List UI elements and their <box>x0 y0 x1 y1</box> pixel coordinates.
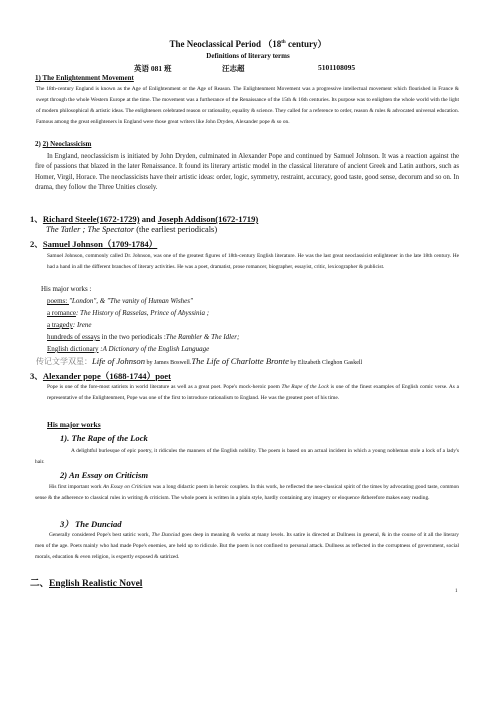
heading-neoclassicism: 2) 2) Neoclassicism <box>35 140 92 148</box>
periodical-note: (the earliest periodicals) <box>134 225 218 234</box>
pope-text: is one of the finest examples of English comic verse. As a representative of the Enlightenment, Pope was one of the first to introduce rationalism to England. He was the greatest poet of his time. <box>47 384 460 401</box>
work-label: a tragedy <box>47 321 73 329</box>
work-note: in the two periodicals : <box>99 333 166 341</box>
work-label: English dictionary <box>47 345 99 353</box>
work-label: a romance <box>47 309 76 317</box>
heading-number: 3、 <box>30 371 43 381</box>
title-text: The Neoclassical Period （18 <box>169 39 282 49</box>
dunciad-text: Generally considered Pope's best satiric work, <box>49 532 152 538</box>
dunciad-text-title: The Dunciad <box>151 532 180 538</box>
heading-pope <box>30 370 171 382</box>
heading-neoclassicism-text: 2) Neoclassicism <box>42 140 92 148</box>
paragraph-pope <box>47 382 459 404</box>
student-name: 汪志超 <box>222 64 245 73</box>
pope-name: Alexander pope（1688-1744） <box>42 371 156 381</box>
paragraph-rape-of-the-lock: A delightful burlesque of epic poetry, it ridicules the manners of the English nobility. The poem is based on an actual incident in which a young nobleman stole a lock of a lady's hair. <box>35 448 459 465</box>
and-text: and <box>139 214 158 224</box>
pope-text: Pope is one of the fore-most satirists in world literature as well as a great poet. Pope's mock-heroic poem <box>47 384 282 390</box>
periodical-titles: The Tatler ; The Spectator <box>46 225 135 234</box>
periodicals-line <box>46 225 217 234</box>
pope-work-rape-of-the-lock: 1). The Rape of the Lock <box>60 433 148 443</box>
class-label: 英语 081 班 <box>134 64 172 73</box>
steele-name: Richard Steele(1672-1729) <box>42 214 140 224</box>
heading-johnson <box>30 238 157 250</box>
essay-text: His first important work <box>49 484 103 490</box>
page-number: 1 <box>455 589 458 594</box>
heading-number: 2、 <box>30 239 43 249</box>
work-title: :A Dictionary of the English Language <box>98 345 210 353</box>
biography-author: by Elizabeth Cleghon Gaskell <box>288 360 363 366</box>
paragraph-neoclassicism: In England, neoclassicism is initiated by John Dryden, culminated in Alexander Pope and continued by Samuel Johnson. It was a reaction against the fire of passions that blazed in the later Renaissance. It found its literary artistic model in the classical literature of ancient Greek and Latin authors, such as Homer, Virgil, Horace. The neoclassicists have their artistic ideas: order, logic, symmetry, restraint, accuracy, good taste, good sense, decorum and so on. In drama, they follow the Three Unities closely. <box>35 153 459 192</box>
biography-line <box>36 356 362 367</box>
page-title <box>0 37 496 50</box>
heading-number: 1、 <box>30 214 43 224</box>
dunciad-text: goes deep in meaning & works at many levels. Its satire is directed at Dullness in general, & in the course of it all the literary men of the age. Poets mainly who had made Pope's enemies, are held up to ridicule. But the poem is not confined to personal attack. Dullness as reflected in the corruptness of government, social morals, education & even religion, is expertly exposed & satirized. <box>35 532 459 560</box>
biography-label: 传记文学双星： <box>36 357 92 366</box>
work-label: poems: <box>47 297 69 305</box>
pope-role: poet <box>155 371 171 381</box>
pope-major-works: His major works <box>47 420 101 429</box>
heading-steele-addison <box>30 213 258 225</box>
work-romance <box>47 309 209 317</box>
paragraph-dunciad <box>35 530 459 563</box>
paragraph-essay-on-criticism <box>35 482 459 504</box>
addison-name: Joseph Addison(1672-1719) <box>157 214 259 224</box>
pope-work-essay-on-criticism: 2) An Essay on Criticism <box>60 470 149 480</box>
pope-text-title: The Rape of the Lock <box>281 384 329 390</box>
work-title: : The History of Rasselas, Prince of Abyssinia ; <box>75 309 210 317</box>
realistic-novel-title: English Realistic Novel <box>49 579 143 589</box>
heading-enlightenment: 1) The Enlightenment Movement <box>35 74 134 82</box>
essay-text: was a long didactic poem in heroic couplets. In this work, he reflected the neo-classical spirit of the times by advocating good taste, common sense & the adherence to classical rules in writing & criticism. The whole poem is written in a plain style, hardly containing any imagery or eloquence &therefore makes easy reading. <box>35 484 459 501</box>
heading-number: 二、 <box>30 579 50 589</box>
paragraph-enlightenment: The 18th-century England is known as the Age of Enlightenment or the Age of Reason. The Enlightenment Movement was a progressive intellectual movement which flourished in France & swept through the whole Western Europe at the time. The movement was a furtherance of the Renaissance of the 15th & 16th centuries. Its purpose was to enlighten the whole world with the light of modern philosophical & artistic ideas. The enlighteners celebrated reason or rationality, equality & science. They called for a reference to order, reason & rules & advocated universal education. Famous among the great enlighteners in England were those great writers like John Dryden, Alexander pope & so on. <box>36 86 459 125</box>
essay-text-title: An Essay on Criticism <box>102 484 152 490</box>
student-id: 5101108095 <box>318 63 356 72</box>
work-title: : Irene <box>72 321 92 329</box>
work-title: The Rambler & The Idler; <box>165 333 240 341</box>
work-tragedy <box>47 321 91 329</box>
paragraph-johnson: Samuel Johnson, commonly called Dr. Johnson, was one of the greatest figures of 18th-century English literature. He was the last great neoclassicist enlightener in the late 18th century. He had a hand in all the different branches of literary activities. He was a poet, dramatist, prose romancer, biographer, essayist, critic, lexicographer & publicist. <box>47 253 459 270</box>
johnson-name: Samuel Johnson（1709-1784） <box>42 239 158 249</box>
biography-author: by James Boswell. <box>145 360 192 366</box>
biography-title: The Life of Charlotte Bronte <box>191 356 289 366</box>
pope-work-dunciad: 3） The Dunciad <box>60 519 122 529</box>
work-label: hundreds of essays <box>47 333 100 341</box>
work-essays <box>47 333 239 341</box>
heading-realistic-novel <box>30 575 142 589</box>
johnson-major-works: His major works : <box>41 285 92 293</box>
biography-title: Life of Johnson <box>92 356 145 366</box>
title-end: century） <box>285 39 327 49</box>
page-subtitle: Definitions of literary terms <box>206 52 290 60</box>
title-superscript: th <box>281 40 286 45</box>
work-dictionary <box>47 345 209 353</box>
work-poems <box>47 297 193 305</box>
work-title: "London", & "The vanity of Human Wishes" <box>68 297 193 305</box>
